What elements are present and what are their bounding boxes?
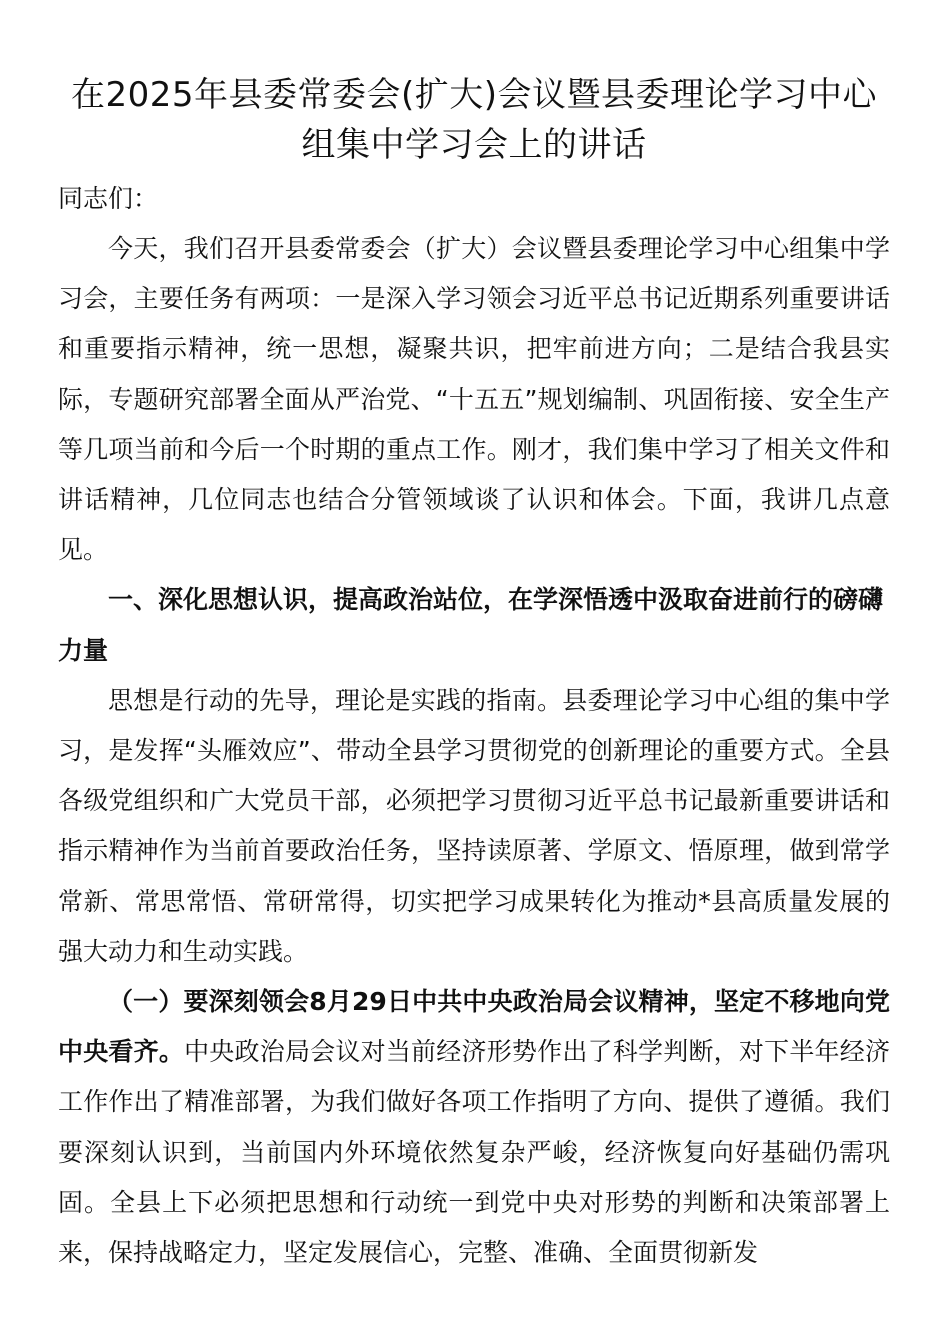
section-1-heading-text: 一、深化思想认识，提高政治站位，在学深悟透中汲取奋进前行的磅礴力量 [58,585,884,665]
subsection-1-paragraph [58,977,890,1278]
title-line-2: 组集中学习会上的讲话 [301,125,647,165]
subsection-1-lead: （一）要深刻领会8月29日中共中央政治局会议精神，坚定不移地向党中央看齐。 [58,987,890,1067]
document-title [58,70,890,170]
section-1-paragraph: 思想是行动的先导，理论是实践的指南。县委理论学习中心组的集中学习，是发挥“头雁效应”、带动全县学习贯彻党的创新理论的重要方式。全县各级党组织和广大党员干部，必须把学习贯彻习近平总书记最新重要讲话和指示精神作为当前首要政治任务，坚持读原著、学原文、悟原理，做到常学常新、常思常悟、常研常得，切实把学习成果转化为推动*县高质量发展的强大动力和生动实践。 [58,685,890,966]
subsection-1-text: 中央政治局会议对当前经济形势作出了科学判断，对下半年经济工作作出了精准部署，为我们做好各项工作指明了方向、提供了遵循。我们要深刻认识到，当前国内外环境依然复杂严峻，经济恢复向好基础仍需巩固。全县上下必须把思想和行动统一到党中央对形势的判断和决策部署上来，保持战略定力，坚定发展信心，完整、准确、全面贯彻新发 [58,1037,890,1268]
intro-paragraph: 今天，我们召开县委常委会（扩大）会议暨县委理论学习中心组集中学习会，主要任务有两项：一是深入学习领会习近平总书记近期系列重要讲话和重要指示精神，统一思想，凝聚共识，把牢前进方向；二是结合我县实际，专题研究部署全面从严治党、“十五五”规划编制、巩固衔接、安全生产等几项当前和今后一个时期的重点工作。刚才，我们集中学习了相关文件和讲话精神，几位同志也结合分管领域谈了认识和体会。下面，我讲几点意见。 [58,234,890,565]
title-line-1: 在2025年县委常委会(扩大)会议暨县委理论学习中心 [70,75,878,115]
document-page [58,70,890,1278]
salutation: 同志们： [58,184,159,213]
section-1-heading [58,575,890,675]
